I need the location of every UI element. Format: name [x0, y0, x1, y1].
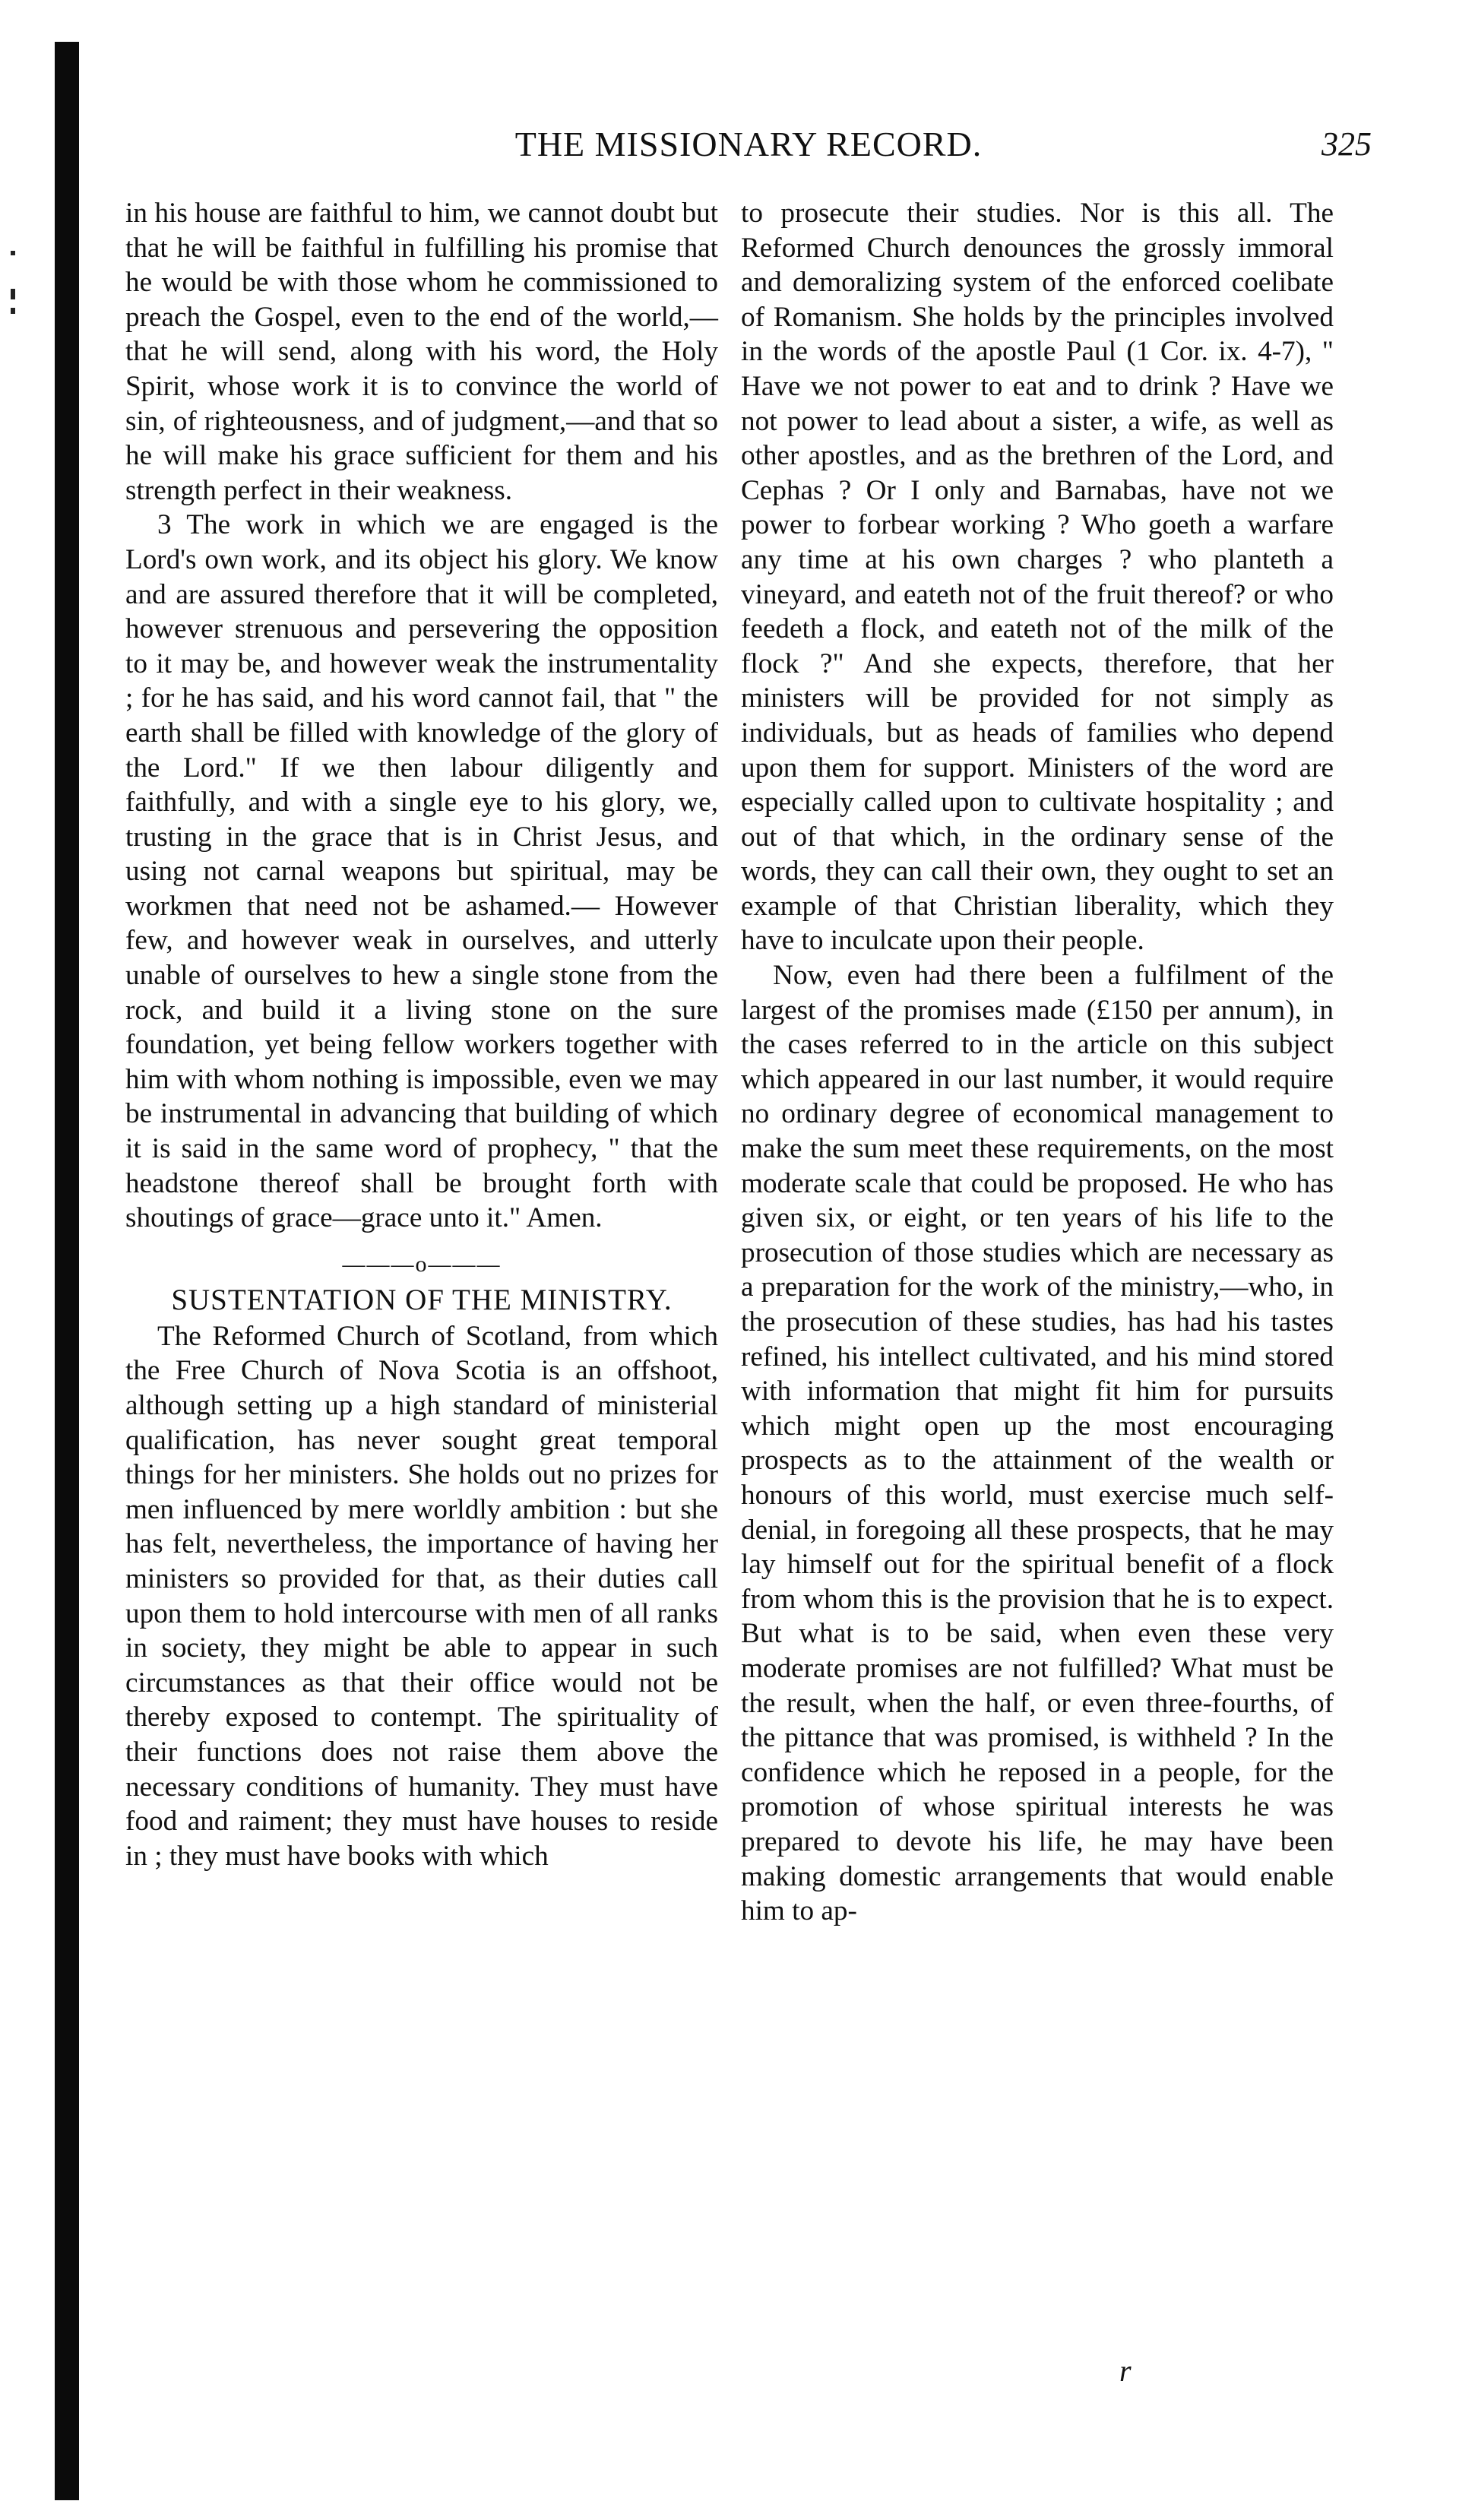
left-paragraph-1: in his house are faithful to him, we cannot doubt but that he will be faithful in fulfilling his promise that he would be with those whom he commissioned to preach the Gospel, even to the end of the world,—that he will send, along with his word, the Holy Spirit, whose work it is to convince the world of sin, of righteousness, and of judgment,—and that so he will make his grace sufficient for them and his strength perfect in their weakness.: [125, 198, 718, 506]
page-number: 325: [1321, 125, 1372, 163]
left-paragraph-2: 3 The work in which we are engaged is the Lord's own work, and its object his glory. We know and are assured therefore that it will be completed, however strenuous and persevering the opposition to it may be, and however weak the instrumentality ; for he has said, and his word cannot fail, that " the earth shall be filled with knowledge of the glory of the Lord." If we then labour diligently and faithfully, and with a single eye to his glory, we, trusting in the grace that is in Christ Jesus, and using not carnal weapons but spiritual, may be workmen that need not be ashamed.— However few, and however weak in ourselves, and utterly unable of ourselves to hew a single stone from the rock, and build it a living stone on the sure foundation, yet being fellow workers together with him with whom nothing is impossible, even we may be instrumental in advancing that building of which it is said in the same word of prophecy, " that the headstone thereof shall be brought forth with shoutings of grace—grace unto it." Amen.: [125, 509, 718, 1234]
right-column: [741, 196, 1334, 1929]
page: [125, 0, 1372, 2520]
footer-mark: r: [1119, 2354, 1132, 2388]
left-paragraph-3: The Reformed Church of Scotland, from which the Free Church of Nova Scotia is an offshoot, although setting up a high standard of ministerial qualification, has never sought great temporal things for her ministers. She holds out no prizes for men influenced by mere worldly ambition : but she has felt, nevertheless, the importance of having her ministers so provided for that, as their duties call upon them to hold intercourse with men of all ranks in society, they might be able to appear in such circumstances as that their office would not be thereby exposed to contempt. The spirituality of their functions does not raise them above the necessary conditions of humanity. They must have food and raiment; they must have houses to reside in ; they must have books with which: [125, 1320, 718, 1872]
edge-mark-3: [11, 308, 15, 314]
edge-mark-2: [11, 289, 15, 299]
edge-mark-1: [11, 251, 15, 255]
left-column: [125, 196, 718, 1873]
binding-edge: [55, 42, 79, 2500]
running-title: THE MISSIONARY RECORD.: [514, 125, 983, 163]
right-paragraph-2: Now, even had there been a fulfilment of the largest of the promises made (£150 per annum), in the cases referred to in the article on this subject which appeared in our last number, it would require no ordinary degree of economical management to make the sum meet these requirements, on the most moderate scale that could be proposed. He who has given six, or eight, or ten years of his life to the prosecution of those studies which are necessary as a preparation for the work of the ministry,—who, in the prosecution of these studies, has had his tastes refined, his intellect cultivated, and his mind stored with information that might fit him for pursuits which might open up the most encouraging prospects as to the attainment of the wealth or honours of this world, must exercise much self-denial, in foregoing all these prospects, that he may lay himself out for the spiritual benefit of a flock from whom this is the provision that he is to expect. But what is to be said, when even these very moderate promises are not fulfilled? What must be the result, when the half, or even three-fourths, of the pittance that was promised, is withheld ? In the confidence which he reposed in a people, for the promotion of whose spiritual interests he was prepared to devote his life, he may have been making domestic arrangements that would enable him to ap-: [741, 960, 1334, 1927]
page-header: [125, 114, 1372, 175]
section-divider: ———o———: [342, 1251, 502, 1277]
right-paragraph-1: to prosecute their studies. Nor is this all. The Reformed Church denounces the grossly immoral and demoralizing system of the enforced coelibate of Romanism. She holds by the principles involved in the words of the apostle Paul (1 Cor. ix. 4-7), " Have we not power to eat and to drink ? Have we not power to lead about a sister, a wife, as well as other apostles, and as the brethren of the Lord, and Cephas ? Or I only and Barnabas, have not we power to forbear working ? Who goeth a warfare any time at his own charges ? who planteth a vineyard, and eateth not of the fruit thereof? or who feedeth a flock, and eateth not of the milk of the flock ?" And she expects, therefore, that her ministers will be provided for not simply as individuals, but as heads of families who depend upon them for support. Ministers of the word are especially called upon to cultivate hospitality ; and out of that which, in the ordinary sense of the words, they can call their own, they ought to set an example of that Christian liberality, which they have to inculcate upon their people.: [741, 198, 1334, 957]
section-heading: SUSTENTATION OF THE MINISTRY.: [171, 1283, 673, 1316]
